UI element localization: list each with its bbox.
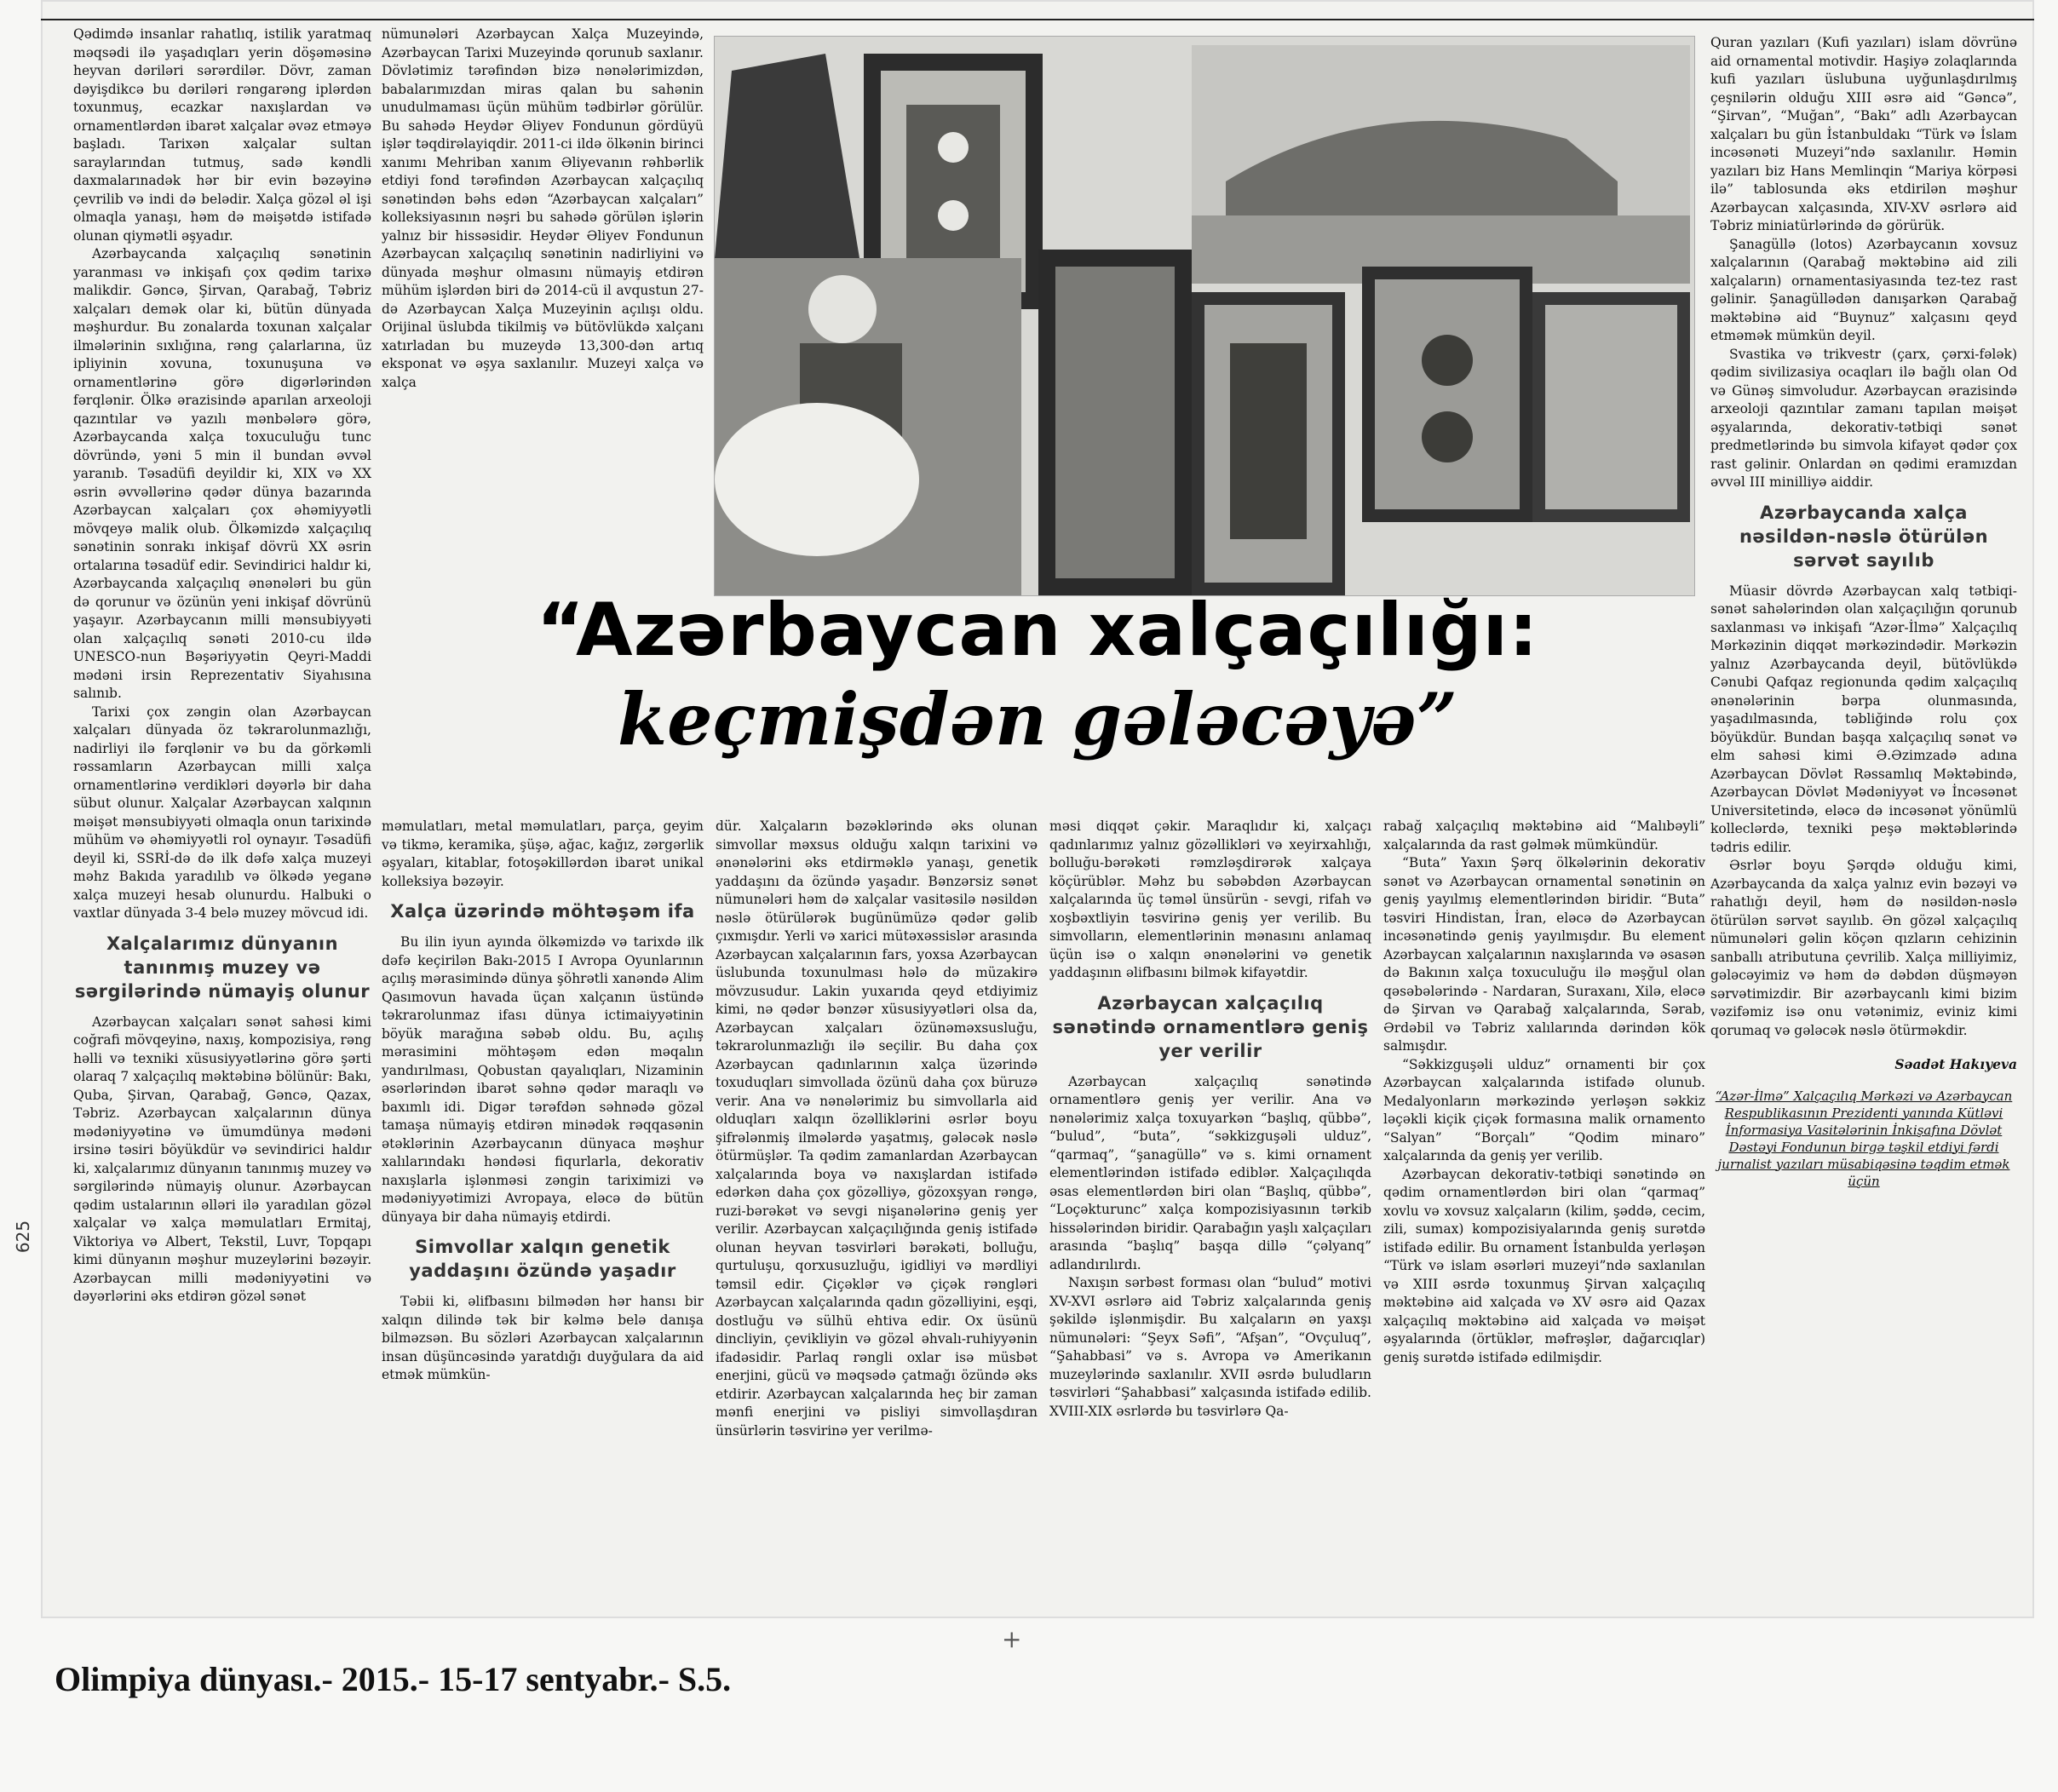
paragraph: dür. Xalçaların bəzəklərində əks olunan simvollar məxsus olduğu xalqın tarixini və ənənələrini əks etdirməklə yanaşı, genetik yaddaşını da özündə yaşadır. Bənzərsiz sənət nümunələri həm də xalçalar vasitəsilə nəsildən nəslə ötürülərək bugünümüzə qədər gəlib çıxmışdır. Yerli və xarici mütəxəssislər arasında Azərbaycan xalçalarının fars, yoxsa Azərbaycan üslubunda toxunulması hələ də müzakirə mövzusudur. Lakin yuxarıda qeyd etdiyimiz kimi, nə qədər bənzər xüsusiyyətləri olsa da, Azərbaycan xalçaları özünəməxsusluğu, təkrarolunmazlığı ilə seçilir. Bu daha çox Azərbaycan qadınlarının xalça üzərində toxuduqları simvollada özünü daha çox büruzə verir. Ana və nənələrimiz bu simvollarla aid olduqları xalqın özəlliklərini əsrlər boyu şifrələnmiş ilmələrdə yaşatmış, gələcək nəslə ötürmüşlər. Ta qədim zamanlardan Azərbaycan xalçalarında boya və naxışlardan istifadə edərkən daha çox gözəlliyə, gözoxşyan rəngə, ruzi-bərəkət və sevgi nişanələrinə geniş yer verilir. Azərbaycan xalçaçılığında geniş istifadə olunan heyvan təsvirləri bərəkəti, bolluğu, qurtuluşu, qorxusuzluğu, igidliyi və mərdliyi təmsil edir. Çiçəklər və çiçək rəngləri Azərbaycan xalçalarında qadın gözəlliyini, eşqi, dostluğu və sülhü ehtiva edir. Ox üsünü dincliyin, çevikliyin və gözəl əhvalı-ruhiyyənin ifadəsidir. Parlaq rəngli oxlar isə müsbət enerjini, gücü və məqsədə çatmağı özündə əks etdirir. Azərbaycan xalçalarında heç bir zaman mənfi enerjini və pisliyi simvollaşdıran ünsürlərin təsvirinə yer verilmə-	[716, 818, 1038, 1439]
paragraph: Tarixi çox zəngin olan Azərbaycan xalçaları dünyada öz təkrarolunmazlığı, nadirliyi ilə fərqlənir və bu da görkəmli rəssamların Azərbaycan milli xalça ornamentlərinə verdikləri dəyərlə bir daha sübut olunur. Xalçalar Azərbaycan xalqının məişət mənsubiyyəti olmaqla onun tarixində mühüm və əhəmiyyətli rol oynayır. Təsadüfi deyil ki, SSRİ-də də ilk dəfə xalça muzeyi məhz Bakıda yaradılıb və ölkədə yeganə xalça muzeyi hesab olunurdu. Halbuki o vaxtlar dünyada 3-4 belə muzey mövcud idi.	[73, 704, 371, 921]
paragraph: Svastika və trikvestr (çarx, çərxi-fələk) qədim sivilizasiya ocaqları ilə bağlı olan Od və Günəş simvoludur. Azərbaycan ərazisində arxeoloji qazıntılar zamanı tapılan məişət əşyalarında, dekorativ-tətbiqi sənət predmetlərində bu simvola kifayət qədər çox rast gəlinir. Onlardan ən qədimi eramızdan əvvəl III minilliyə aiddir.	[1710, 346, 2017, 490]
carpet-photo-collage	[714, 36, 1695, 596]
paragraph: məmulatları, metal məmulatları, parça, geyim və tikmə, keramika, şüşə, ağac, kağız, zərgərlik əşyaları, kitablar, fotoşəkillərdən ibarət unikal kolleksiya bəzəyir.	[382, 818, 704, 889]
paragraph: Bu ilin iyun ayında ölkəmizdə və tarixdə ilk dəfə keçirilən Bakı-2015 I Avropa Oyunlarının açılış mərasimində dünya şöhrətli xanəndə Alim Qasımovun havada üçan xalçanın üstündə təkrarolunmaz ifası dünya ictimaiyyətinin böyük marağına səbəb oldu. Bu, açılış mərasimini möhtəşəm edən məqalın yandırılması, Qobustan qayalıqları, Nizaminin əsərlərindən ibarət səhnə qədər maraqlı və baxımlı idi. Digər tərəfdən səhnədə gözəl tamaşa nümayiş etdirən minədək rəqqasənin ətəklərinin Azərbaycanın dünyaca məşhur xalılarındakı həndəsi fiqurlarla, dekorativ naxışlarla işlənməsi zəngin tariximizi və mədəniyyətimizi Avropaya, eləcə də bütün dünyaya bir daha nümayiş etdirdi.	[382, 934, 704, 1225]
subheadline: keçmişdən gələcəyə”	[617, 677, 1458, 761]
paragraph: “Buta” Yaxın Şərq ölkələrinin dekorativ sənət və Azərbaycan ornamental sənətinin ən geniş yayılmış elementlərindən biridir. “Buta” təsviri Hindistan, İran, eləcə də Azərbaycan incəsənətində geniş yayılmışdır. Bu element Azərbaycan xalçalarının naxışlarında və əsasən də Bakının xalça toxuculuğu ilə məşğul olan qəsəbələrində - Nardaran, Suraxanı, Xilə, eləcə də Şirvan və Qarabağ xalçalarında, Sərab, Ərdəbil və Təbriz xalılarında dərindən kök salmışdır.	[1383, 855, 1705, 1054]
paragraph: məsi diqqət çəkir. Maraqlıdır ki, xalçaçı qadınlarımız yalnız gözəllikləri və xeyirxahlığı, bolluğu-bərəkəti rəmzləşdirərək xalçaya köçürüblər. Məhz bu səbəbdən Azərbaycan xalçalarında üç təməl ünsürün - sevgi, rifah və xoşbəxtliyin təsvirinə geniş yer verilib. Bu simvolların, elementlərinin mənasını anlamaq üçün isə o xalqın ənənələrini və genetik yaddaşının əlifbasını bilmək kifayətdir.	[1049, 818, 1371, 980]
paragraph: Müasir dövrdə Azərbaycan xalq tətbiqi-sənət sahələrindən olan xalçaçılığın qorunub saxlanması və inkişafı “Azər-İlmə” Xalçaçılıq Mərkəzinin diqqət mərkəzindədir. Mərkəzin yalnız Azərbaycanda deyil, bütövlükdə Cənubi Qafqaz regionunda qədim xalçaçılıq ənənələrinin bərpa olunmasında, yaşadılmasında, təbliğində rolu çox böyükdür. Bundan başqa xalçaçılıq sənət və elm sahəsi kimi Ə.Əzimzadə adına Azərbaycan Dövlət Rəssamlıq Məktəbində, Azərbaycan Dövlət Mədəniyyət və İncəsənət Universitetində, eləcə də incəsənət yönümlü kolleclərdə, texniki peşə məktəblərində tədris edilir.	[1710, 583, 2017, 855]
source-citation: Olimpiya dünyası.- 2015.- 15-17 sentyabr.- S.5.	[55, 1660, 732, 1698]
section-heading: Azərbaycanda xalça nəsildən-nəslə ötürülən sərvət sayılıb	[1739, 502, 1989, 571]
paragraph: Əsrlər boyu Şərqdə olduğu kimi, Azərbaycanda da xalça yalnız evin bəzəyi və rahatlığı deyil, həm də nəsildən-nəslə ötürülən sərvət sayılıb. Ən gözəl xalçaçılıq nümunələri gəlin köçən qızların cehizinin sanballı atributuna çevrilib. Xalça milliyimiz, gələcəyimiz və həm də dəbdən düşməyən sərvətimizdir. Bir azərbaycanlı kimi bizim vəzifəmiz isə onu vətənimiz, eviniz kimi qorumaq və gələcək nəslə ötürməkdir.	[1710, 858, 2017, 1038]
section-heading: Xalçalarımız dünyanın tanınmış muzey və sərgilərində nümayiş olunur	[74, 933, 371, 1002]
margin-note: 625	[13, 1220, 34, 1254]
paragraph: Təbii ki, əlifbasını bilmədən hər hansı bir xalqın dilində tək bir kəlmə belə danışa bilməzsən. Bu sözləri Azərbaycan xalçalarının insan düşüncəsində yaratdığı duyğulara da aid etmək mümkün-	[382, 1294, 704, 1382]
section-heading: Azərbaycan xalçaçılıq sənətində ornamentlərə geniş yer verilir	[1052, 992, 1369, 1061]
paragraph: “Səkkizguşəli ulduz” ornamenti bir çox Azərbaycan xalçalarında istifadə olunub. Medalyonların mərkəzində yerləşən səkkiz ləçəkli kiçik çiçək formasına malik ornamento “Salyan” “Borçalı” “Qodim minaro” xalçalarında da geniş yer verilib.	[1383, 1056, 1705, 1163]
newspaper-page	[41, 0, 2034, 1618]
author-signature: Səadət Hakıyeva	[1894, 1056, 2017, 1072]
column-2-top	[382, 26, 704, 588]
headline: “Azərbaycan xalçaçılığı:	[536, 588, 1539, 673]
column-6	[1710, 34, 2017, 1610]
footnote: “Azər-İlmə” Xalçaçılıq Mərkəzi və Azərbaycan Respublikasının Prezidenti yanında Kütləvi İnformasiya Vasitələrinin İnkişafına Dövlət Dəstəyi Fondunun birgə təşkil etdiyi fərdi jurnalist yazıları müsabiqəsinə təqdim etmək üçün	[1715, 1088, 2013, 1189]
paragraph: Azərbaycan xalçaçılıq sənətində ornamentlərə geniş yer verilir. Ana və nənələrimiz xalça toxuyarkən “başlıq, qübbə”, “bulud”, “buta”, “səkkizguşəli ulduz”, “qarmaq”, “şanagüllə” və s. kimi ornament elementlərindən istifadə ediblər. Xalçaçılıqda əsas elementlərdən biri olan “Başlıq, qübbə”, “Loçəkturunc” xalça kompozisiyasının tərkib hissələrindən biridir. Qarabağın yaşlı xalçaçıları arasında “başlıq” başqa dillə “çəlyanq” adlandırılırdı.	[1049, 1073, 1371, 1272]
paragraph: rabağ xalçaçılıq məktəbinə aid “Malıbəyli” xalçalarında da rast gəlmək mümkündür.	[1383, 818, 1705, 853]
column-3	[716, 818, 1038, 1610]
paragraph: nümunələri Azərbaycan Xalça Muzeyində, Azərbaycan Tarixi Muzeyində qorunub saxlanır. Dövlətimiz tərəfindən bizə nənələrimizdən, babalarımızdan miras qalan bu sahənin unudulmaması üçün mühüm tədbirlər görülür. Bu sahədə Heydər Əliyev Fondunun gördüyü işlər təqdirəlayiqdir. 2011-ci ildə ölkənin birinci xanımı Mehriban xanım Əliyevanın rəhbərlik etdiyi fond tərəfindən Azərbaycan xalçaçılıq sənətindən bəhs edən “Azərbaycan xalçaları” kolleksiyasının nəşri bu sahədə görülən işlərin yalnız bir hissəsidir. Heydər Əliyev Fondunun Azərbaycan xalçaçılıq sənətinin nadirliyini və dünyada məşhur olmasını nümayiş etdirən mühüm işlərdən biri də 2014-cü il avqustun 27-də Azərbaycan Xalça Muzeyinin açılışı oldu. Orijinal üslubda tikilmiş və bütövlükdə xalçanı xatırladan bu muzeydə 13,300-dən artıq eksponat və əşya saxlanılır. Muzeyi xalça və xalça	[382, 26, 704, 390]
paragraph: Şanagüllə (lotos) Azərbaycanın xovsuz xalçalarının (Qarabağ məktəbinə aid zili xalçaların) ornamentasiyasında tez-tez rast gəlinir. Şanagüllədən danışarkən Qarabağ məktəbinə aid “Buynuz” xalçasını qeyd etməmək mümkün deyil.	[1710, 236, 2017, 343]
column-4	[1049, 818, 1371, 1610]
paragraph: Qədimdə insanlar rahatlıq, istilik yaratmaq məqsədi ilə yaşadıqları yerin döşəməsinə heyvan dəriləri sərərdilər. Dövr, zaman dəyişdikcə bu dəriləri rəngarəng iplərdən toxunmuş, ecazkar naxışlardan və ornamentlərdən ibarət xalçalar əvəz etməyə başladı. Tarixən xalçalar sultan saraylarından tutmuş, sadə kəndli daxmalarınadək hər bir evin bəzəyinə çevrilib və indi də belədir. Xalça gözəl əl işi olmaqla yanaşı, həm də məişətdə istifadə olunan qiymətli əşyadır.	[73, 26, 371, 244]
crosshair-mark: +	[1002, 1625, 1022, 1653]
paragraph: Azərbaycan xalçaları sənət sahəsi kimi coğrafi mövqeyinə, naxış, kompozisiya, rəng həlli və texniki xüsusiyyətlərinə görə şərti olaraq 7 xalçaçılıq məktəbinə bölünür: Bakı, Quba, Şirvan, Qarabağ, Gəncə, Qazax, Təbriz. Azərbaycan xalçalarının dünya mədəniyyətinə və ümumdünya mədəni irsinə təsiri böyükdür və sevindirici haldır ki, xalçalarımız dünyanın tanınmış muzey və sərgilərində nümayiş olunur. Azərbaycan qədim ustalarının əlləri ilə yaradılan gözəl xalçalar və xalça məmulatları Ermitaj, Viktoriya və Albert, Tekstil, Luvr, Topqapı kimi dünyanın məşhur muzeylərini bəzəyir. Azərbaycan milli mədəniyyətini və dəyərlərini əks etdirən gözəl sənət	[73, 1014, 371, 1304]
section-heading: Xalça üzərində möhtəşəm ifa	[390, 901, 695, 922]
column-2-bottom	[382, 818, 704, 1593]
column-5	[1383, 818, 1705, 1610]
paragraph: Naxışın sərbəst forması olan “bulud” motivi XV-XVI əsrlərə aid Təbriz xalçalarında geniş şəkildə işlənmişdir. Bu xalçaların ən yaxşı nümunələri: “Şeyx Səfi”, “Afşan”, “Ovçuluq”, “Şahabbasi” və s. Avropa və Amerikanın muzeylərində saxlanılır. XVII əsrdə buludların təsvirləri “Şahabbasi” xalçasında istifadə edilib. XVIII-XIX əsrlərdə bu təsvirlərə Qa-	[1049, 1275, 1371, 1419]
paragraph: Azərbaycan dekorativ-tətbiqi sənətində ən qədim ornamentlərdən biri olan “qarmaq” xovlu və xovsuz xalçaların (kilim, şəddə, cecim, zili, sumax) kompozisiyalarında geniş surətdə istifadə edilir. Bu ornament İstanbulda yerləşən “Türk və islam əsərləri muzeyi”ndə saxlanılan və XIII əsrdə toxunmuş Şirvan xalçaçılıq məktəbinə aid xalçada və XV əsrə aid Qazax xalçaçılıq məktəbinə aid xalçada və məişət əşyalarında (örtüklər, məfrəşlər, dağarcıqlar) geniş surətdə istifadə edilmişdir.	[1383, 1166, 1705, 1365]
paragraph: Quran yazıları (Kufi yazıları) islam dövrünə aid ornamental motivdir. Haşiyə zolaqlarında kufi yazıları üslubuna uyğunlaşdırılmış çeşnilərin olduğu XIII əsrə aid “Gəncə”, “Şirvan”, “Muğan”, “Bakı” adlı Azərbaycan xalçaları bu gün İstanbuldakı “Türk və İslam incəsənəti Muzeyi”ndə saxlanılır. Həmin yazıları biz Hans Memlinqin “Mariya körpəsi ilə” tablosunda əks etdirilən məşhur Azərbaycan xalçasında, XIV-XV əsrlərə aid Təbriz miniatürlərində də görürük.	[1710, 35, 2017, 233]
section-heading: Simvollar xalqın genetik yaddaşını özündə yaşadır	[409, 1237, 676, 1281]
top-rule	[41, 19, 2034, 20]
paragraph: Azərbaycanda xalçaçılıq sənətinin yaranması və inkişafı çox qədim tarixə malikdir. Gəncə, Şirvan, Qarabağ, Təbriz xalçaları demək olar ki, bütün dünyada məşhurdur. Bu zonalarda toxunan xalçalar ilmələrinin sıxlığına, rəng çalarlarına, üz ipliyinin xovuna, toxunuşuna və ornamentlərinə görə digərlərindən fərqlənir. Ölkə ərazisində aparılan arxeoloji qazıntılar və yazılı mənbələrə görə, Azərbaycanda xalça toxuculuğu tunc dövründə, yəni 5 min il bundan əvvəl yaranıb. Təsadüfi deyildir ki, XIX və XX əsrin əvvəllərinə qədər dünya bazarında Azərbaycan xalçaları çox əhəmiyyətli mövqeyə malik olub. Ölkəmizdə xalçaçılıq sənətinin sonrakı inkişaf dövrü XX əsrin ortalarına təsadüf edir. Sevindirici haldır ki, Azərbaycanda xalçaçılıq ənənələri bu gün də qorunur və özünün yeni inkişaf dövrünü yaşayır. Azərbaycanın milli mənsubiyyəti olan xalçaçılıq sənəti 2010-cu ildə UNESCO-nun Bəşəriyyətin Qeyri-Maddi mədəni irsin Reprezentativ Siyahısına salınıb.	[73, 246, 371, 701]
